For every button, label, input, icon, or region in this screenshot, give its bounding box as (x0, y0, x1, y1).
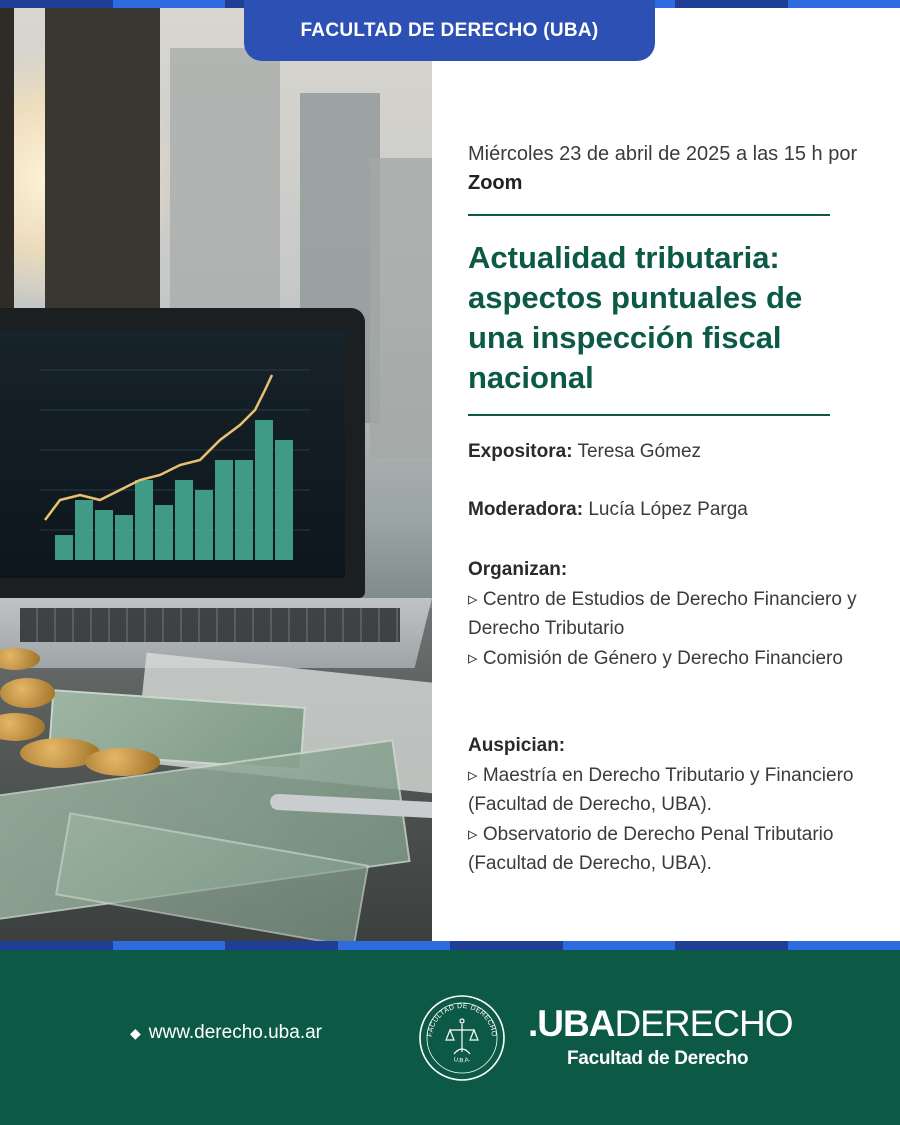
seal-bottom-text: U.B.A. (452, 1056, 472, 1065)
sponsor-item: ▹ Maestría en Derecho Tributario y Financiero (Facultad de Derecho, UBA). (468, 764, 854, 815)
website-link[interactable] (130, 1022, 322, 1044)
moderator-line (468, 495, 868, 525)
organizers-label: Organizan: (468, 559, 568, 580)
window-frame (0, 8, 14, 308)
organizer-item: ▹ Comisión de Género y Derecho Financiero (468, 647, 843, 669)
organizer-item: ▹ Centro de Estudios de Derecho Financiero y Derecho Tributario (468, 588, 857, 639)
speaker-name: Teresa Gómez (577, 441, 702, 462)
coin (85, 748, 160, 776)
diamond-bullet-icon: ◆ (130, 1024, 141, 1041)
event-title: Actualidad tributaria: aspectos puntuales de una inspección fiscal nacional (468, 240, 803, 395)
event-date-text: Miércoles 23 de abril de 2025 a las 15 h por (468, 143, 858, 165)
coin (0, 678, 55, 708)
organizers-section (468, 555, 868, 673)
brand-uba: .UBA (528, 1003, 615, 1044)
city-building (370, 158, 432, 458)
event-platform: Zoom (468, 172, 523, 194)
speaker-line (468, 437, 868, 467)
sponsor-item: ▹ Observatorio de Derecho Penal Tributario (Facultad de Derecho, UBA). (468, 823, 834, 874)
screen-chart-graphic (0, 330, 345, 578)
laptop-finance-photo (0, 8, 432, 941)
city-building (170, 48, 280, 318)
university-seal-icon (418, 994, 506, 1082)
uba-derecho-logo (528, 1004, 792, 1044)
divider-line (468, 214, 830, 216)
brand-subtitle: Facultad de Derecho (567, 1048, 749, 1069)
website-url[interactable]: www.derecho.uba.ar (148, 1022, 322, 1043)
footer (0, 950, 900, 1125)
sponsors-label: Auspician: (468, 735, 566, 756)
moderator-name: Lucía López Parga (588, 499, 748, 520)
faculty-header-tab: FACULTAD DE DERECHO (UBA) (244, 0, 655, 61)
brand-derecho: DERECHO (614, 1003, 793, 1044)
footer-color-stripe (0, 941, 900, 950)
laptop-keys (20, 608, 400, 642)
seal-top-text: FACULTAD DE DERECHO (426, 1002, 498, 1038)
speaker-label: Expositora: (468, 441, 573, 462)
sponsors-section (468, 731, 868, 879)
moderator-label: Moderadora: (468, 499, 584, 520)
svg-text:U.B.A. (453, 1057, 472, 1064)
event-date-time (468, 140, 868, 198)
divider-line (468, 414, 830, 416)
window-pillar (45, 8, 160, 308)
